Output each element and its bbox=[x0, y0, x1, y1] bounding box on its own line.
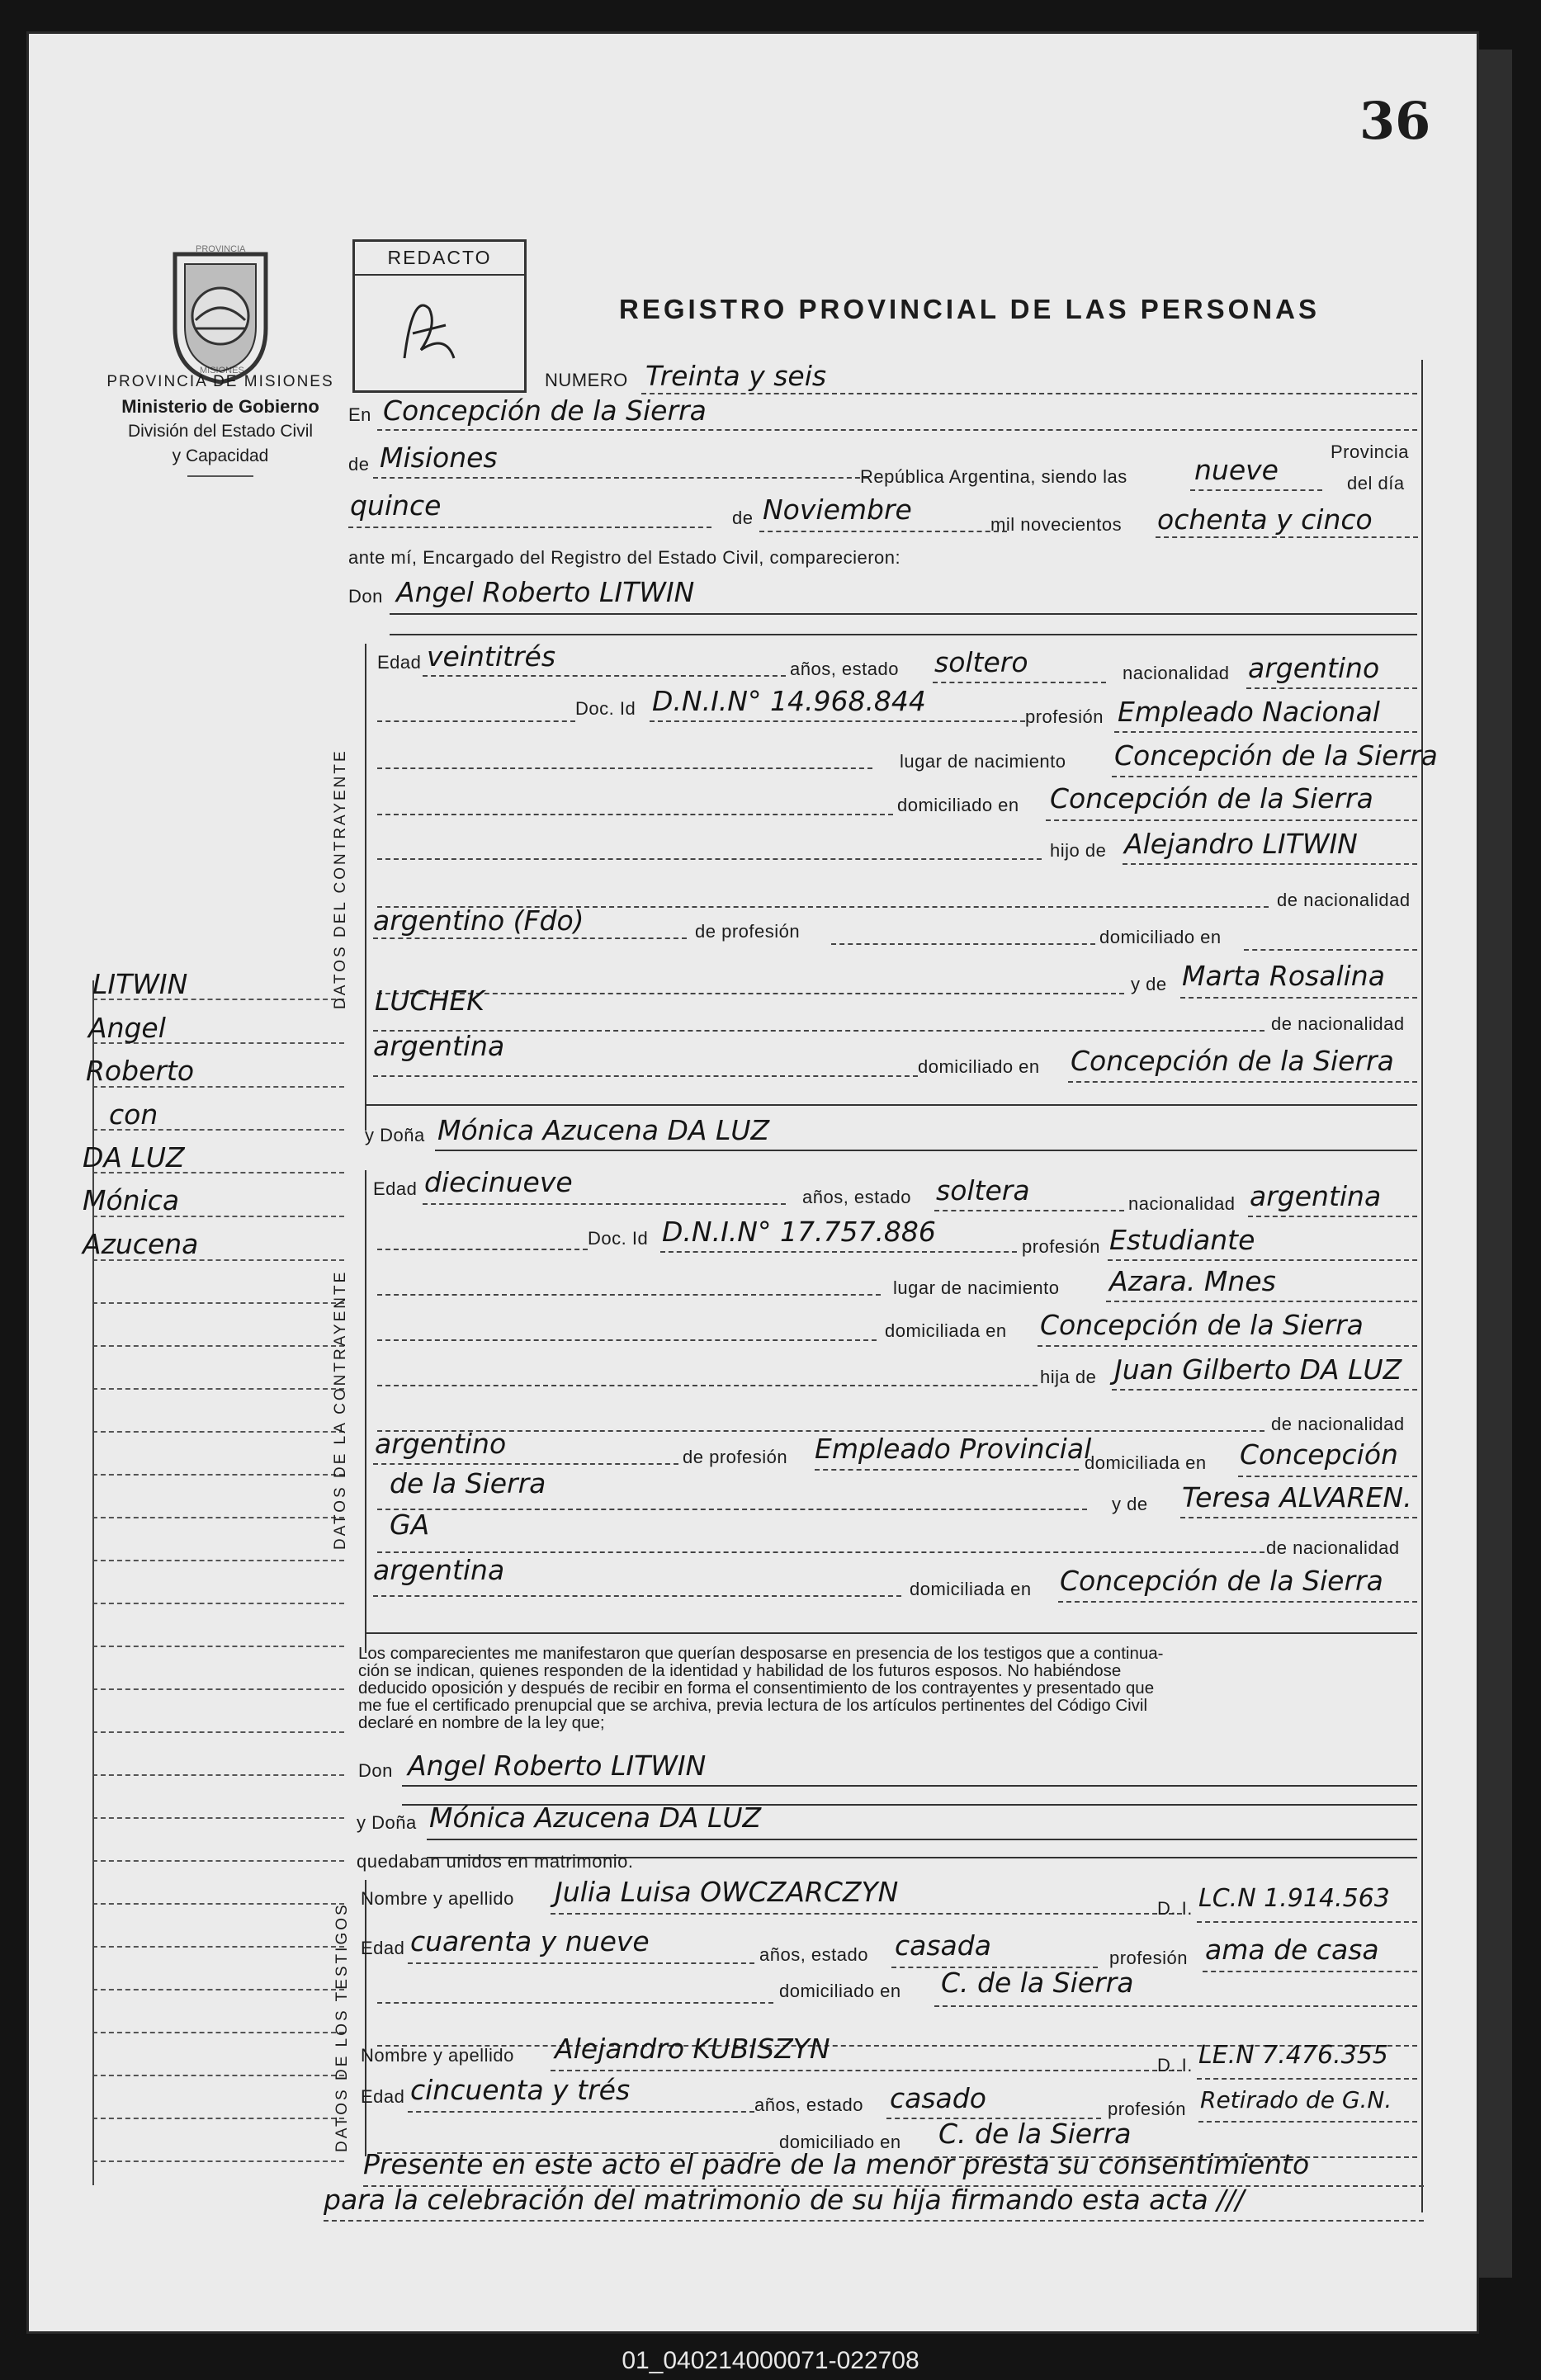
y-dona-label: y Doña bbox=[365, 1125, 425, 1145]
c-y-de-label: y de bbox=[1131, 974, 1167, 994]
f-lugar-label: lugar de nacimiento bbox=[893, 1277, 1060, 1298]
t2-dom-value: C. de la Sierra bbox=[938, 2118, 1132, 2150]
c-nac-value: argentino bbox=[1248, 652, 1380, 684]
seal-text-bottom: MISIONES bbox=[200, 366, 244, 375]
margin-note-4: con bbox=[109, 1098, 158, 1131]
margin-note-1: LITWIN bbox=[92, 968, 188, 1000]
registry-title: REGISTRO PROVINCIAL DE LAS PERSONAS bbox=[619, 294, 1320, 324]
scan-footer-id: 01_040214000071-022708 bbox=[622, 2347, 919, 2374]
declaration-line-4: me fue el certificado prenupcial que se archiva, previa lectura de los artículos pertinentes del Código Civil bbox=[358, 1696, 1148, 1715]
register-page bbox=[26, 31, 1479, 2334]
declaration-line-1: Los comparecientes me manifestaron que querían desposarse en presencia de los testigos que a continua- bbox=[358, 1644, 1164, 1663]
dia-value: quince bbox=[350, 489, 442, 522]
c-dom-value: Concepción de la Sierra bbox=[1050, 782, 1373, 815]
f-nac-value: argentina bbox=[1250, 1180, 1382, 1212]
decl-don-label: Don bbox=[358, 1760, 393, 1781]
t2-nombre-value: Alejandro KUBISZYN bbox=[555, 2033, 830, 2065]
t2-di-value: LE.N 7.476.355 bbox=[1198, 2041, 1388, 2070]
hora-value: nueve bbox=[1194, 454, 1279, 486]
office-block bbox=[76, 370, 365, 477]
f-madre-dom-value: Concepción de la Sierra bbox=[1060, 1565, 1383, 1597]
contrayente-side-label: DATOS DEL CONTRAYENTE bbox=[332, 748, 349, 1009]
f-dom2-label: domiciliada en bbox=[1085, 1452, 1207, 1473]
t1-di-value: LC.N 1.914.563 bbox=[1198, 1884, 1390, 1913]
declaration-text bbox=[358, 1645, 1427, 1731]
c-estado-value: soltero bbox=[934, 646, 1028, 678]
en-value: Concepción de la Sierra bbox=[383, 394, 707, 427]
f-padre-dom2-value: de la Sierra bbox=[390, 1467, 546, 1499]
f-nac-label: nacionalidad bbox=[1128, 1193, 1236, 1214]
decl-dona-value: Mónica Azucena DA LUZ bbox=[429, 1802, 762, 1834]
c-de-nac2-label: de nacionalidad bbox=[1271, 1013, 1405, 1034]
c-edad-label: Edad bbox=[377, 652, 422, 673]
don-value: Angel Roberto LITWIN bbox=[396, 576, 695, 608]
en-label: En bbox=[348, 404, 371, 425]
seal-text-top: PROVINCIA bbox=[196, 244, 246, 254]
f-doc-value: D.N.I.N° 17.757.886 bbox=[662, 1216, 936, 1248]
don-label: Don bbox=[348, 586, 383, 607]
book-binding-edge bbox=[1479, 50, 1512, 2278]
redacto-stamp bbox=[352, 239, 527, 393]
margin-note-2: Angel bbox=[88, 1012, 166, 1044]
f-lugar-value: Azara. Mnes bbox=[1109, 1265, 1276, 1297]
f-dom-label: domiciliada en bbox=[885, 1320, 1007, 1341]
c-madre-value: Marta Rosalina bbox=[1182, 960, 1385, 992]
c-hijo-label: hijo de bbox=[1050, 840, 1107, 861]
note-line-1: Presente en este acto el padre de la menor presta su consentimiento bbox=[363, 2148, 1310, 2180]
c-madre-nac-value: argentina bbox=[373, 1030, 505, 1062]
decl-don-value: Angel Roberto LITWIN bbox=[408, 1750, 707, 1782]
f-prof-value: Estudiante bbox=[1109, 1224, 1255, 1256]
f-de-nac-label: de nacionalidad bbox=[1271, 1414, 1405, 1434]
margin-note-6: Mónica bbox=[83, 1184, 180, 1216]
c-madre-dom-value: Concepción de la Sierra bbox=[1071, 1045, 1394, 1077]
declaration-line-5: declaré en nombre de la ley que; bbox=[358, 1713, 605, 1732]
c-dom-label: domiciliado en bbox=[897, 795, 1019, 815]
t1-nombre-label: Nombre y apellido bbox=[361, 1888, 514, 1909]
t1-dom-label: domiciliado en bbox=[779, 1981, 901, 2001]
t2-nombre-label: Nombre y apellido bbox=[361, 2045, 514, 2066]
c-edad-value: veintitrés bbox=[427, 640, 556, 673]
c-anios-label: años, estado bbox=[790, 659, 899, 679]
mes-value: Noviembre bbox=[763, 493, 912, 526]
del-dia-label: del día bbox=[1347, 473, 1405, 493]
t2-dom-label: domiciliado en bbox=[779, 2132, 901, 2152]
margin-note-7: Azucena bbox=[83, 1228, 199, 1260]
c-padre-value: Alejandro LITWIN bbox=[1124, 828, 1358, 860]
t1-edad-value: cuarenta y nueve bbox=[410, 1925, 650, 1957]
office-division: División del Estado Civil bbox=[127, 422, 314, 441]
note-line-2: para la celebración del matrimonio de su hija firmando esta acta /// bbox=[324, 2184, 1245, 2216]
declaration-line-3: deducido oposición y después de recibir en forma el consentimiento de los contrayentes y presentado que bbox=[358, 1679, 1155, 1698]
t1-estado-value: casada bbox=[895, 1929, 991, 1962]
margin-note-5: DA LUZ bbox=[83, 1141, 185, 1173]
numero-value: Treinta y seis bbox=[645, 360, 827, 392]
c-padre-nac-value: argentino (Fdo) bbox=[373, 904, 584, 937]
f-anios-label: años, estado bbox=[802, 1187, 911, 1207]
f-doc-label: Doc. Id bbox=[588, 1228, 649, 1249]
republica-label: República Argentina, siendo las bbox=[860, 466, 1127, 487]
anio-value: ochenta y cinco bbox=[1157, 503, 1373, 536]
t1-di-label: D. I. bbox=[1157, 1898, 1193, 1919]
f-de-nac2-label: de nacionalidad bbox=[1266, 1537, 1400, 1558]
t1-anios-label: años, estado bbox=[759, 1944, 868, 1965]
f-estado-value: soltera bbox=[936, 1174, 1030, 1207]
provincia-label: Provincia bbox=[1331, 442, 1409, 462]
unidos-text: quedaban unidos en matrimonio. bbox=[357, 1851, 634, 1872]
declaration-line-2: ción se indican, quienes responden de la identidad y habilidad de los futuros esposos. No habiéndose bbox=[358, 1661, 1122, 1680]
t2-edad-label: Edad bbox=[361, 2086, 405, 2107]
ante-label: ante mí, Encargado del Registro del Estado Civil, comparecieron: bbox=[348, 547, 901, 568]
c-de-prof-label: de profesión bbox=[695, 921, 801, 942]
t2-estado-value: casado bbox=[890, 2082, 986, 2114]
f-edad-label: Edad bbox=[373, 1178, 418, 1199]
numero-label: NUMERO bbox=[545, 370, 628, 390]
de-label: de bbox=[348, 454, 370, 475]
de-value: Misiones bbox=[380, 442, 498, 474]
mil-label: mil novecientos bbox=[990, 514, 1123, 535]
f-padre-nac-value: argentino bbox=[375, 1428, 507, 1460]
c-de-nac-label: de nacionalidad bbox=[1277, 890, 1411, 910]
office-ministry: Ministerio de Gobierno bbox=[121, 396, 319, 417]
t1-dom-value: C. de la Sierra bbox=[941, 1967, 1134, 1999]
f-prof-label: profesión bbox=[1022, 1236, 1101, 1257]
c-prof-label: profesión bbox=[1025, 706, 1104, 727]
f-hija-label: hija de bbox=[1040, 1367, 1097, 1387]
testigos-side-label: DATOS DE LOS TESTIGOS bbox=[333, 1902, 351, 2152]
provincial-seal-icon bbox=[158, 238, 282, 386]
f-padre-dom1-value: Concepción bbox=[1240, 1438, 1398, 1471]
f-edad-value: diecinueve bbox=[424, 1166, 573, 1198]
c-prof-value: Empleado Nacional bbox=[1118, 696, 1380, 728]
c-doc-label: Doc. Id bbox=[575, 698, 636, 719]
initials-signature-icon bbox=[355, 276, 520, 383]
f-padre-prof-value: Empleado Provincial bbox=[815, 1433, 1092, 1465]
t1-prof-label: profesión bbox=[1109, 1948, 1189, 1968]
c-lugar-label: lugar de nacimiento bbox=[900, 751, 1066, 772]
f-madre-nac-value: argentina bbox=[373, 1554, 505, 1586]
c-nac-label: nacionalidad bbox=[1123, 663, 1230, 683]
c-lugar-value: Concepción de la Sierra bbox=[1114, 739, 1438, 772]
t2-edad-value: cincuenta y trés bbox=[410, 2074, 631, 2106]
f-de-prof-label: de profesión bbox=[683, 1447, 788, 1467]
t2-prof-value: Retirado de G.N. bbox=[1200, 2086, 1392, 2113]
c-dom3-label: domiciliado en bbox=[918, 1056, 1040, 1077]
f-padre-value: Juan Gilberto DA LUZ bbox=[1114, 1353, 1402, 1386]
c-doc-value: D.N.I.N° 14.968.844 bbox=[652, 685, 926, 717]
f-dom3-label: domiciliada en bbox=[910, 1579, 1032, 1599]
t1-prof-value: ama de casa bbox=[1205, 1934, 1379, 1966]
f-madre-value: Teresa ALVAREN. bbox=[1182, 1481, 1412, 1513]
contrayenta-side-label: DATOS DE LA CONTRAYENTE bbox=[332, 1269, 349, 1550]
t1-edad-label: Edad bbox=[361, 1938, 405, 1958]
t2-di-label: D. I. bbox=[1157, 2055, 1193, 2075]
f-madre2-value: GA bbox=[390, 1509, 430, 1541]
office-capacity: y Capacidad bbox=[172, 446, 269, 465]
decl-dona-label: y Doña bbox=[357, 1812, 417, 1833]
t1-nombre-value: Julia Luisa OWCZARCZYN bbox=[555, 1876, 899, 1908]
f-y-de-label: y de bbox=[1112, 1494, 1148, 1514]
margin-note-3: Roberto bbox=[86, 1055, 195, 1087]
t2-prof-label: profesión bbox=[1108, 2099, 1187, 2119]
t2-anios-label: años, estado bbox=[754, 2094, 863, 2115]
dona-value: Mónica Azucena DA LUZ bbox=[437, 1114, 770, 1146]
c-madre2-value: LUCHEK bbox=[375, 985, 485, 1017]
page-number: 36 bbox=[1359, 91, 1431, 151]
c-dom2-label: domiciliado en bbox=[1099, 927, 1222, 947]
f-dom-value: Concepción de la Sierra bbox=[1040, 1309, 1364, 1341]
office-province: PROVINCIA DE MISIONES bbox=[106, 373, 334, 390]
redacto-label: REDACTO bbox=[355, 242, 524, 276]
de-mes-label: de bbox=[732, 508, 754, 528]
